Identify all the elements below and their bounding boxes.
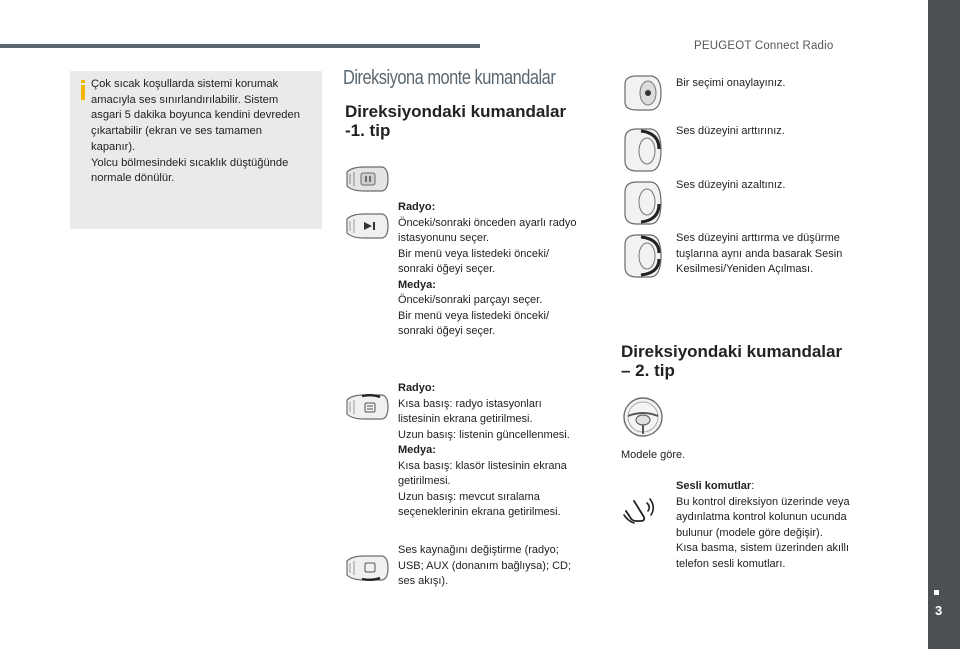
info-line: normale dönülür. xyxy=(91,172,175,185)
desc-line: USB; AUX (donanım bağlıysa); CD; xyxy=(398,559,572,572)
info-text xyxy=(91,77,316,187)
desc-line: Ses düzeyini arttırma ve düşürme xyxy=(676,232,840,244)
top-rule xyxy=(0,44,480,48)
desc-line: Önceki/sonraki önceden ayarlı radyo xyxy=(398,216,577,229)
media-label: Medya: xyxy=(398,278,436,291)
volume-up-text: Ses düzeyini arttırınız. xyxy=(676,125,785,137)
stalk-end-volume-up-icon xyxy=(621,127,663,173)
desc-line: Bu kontrol direksiyon üzerinde veya xyxy=(676,495,850,508)
info-line: kapanır). xyxy=(91,140,136,153)
desc-line: Uzun basış: mevcut sıralama xyxy=(398,490,540,503)
volume-down-text: Ses düzeyini azaltınız. xyxy=(676,179,786,191)
steering-wheel-icon xyxy=(622,396,664,438)
desc-line: bulunur (modele göre değişir). xyxy=(676,526,823,539)
media-label: Medya: xyxy=(398,444,436,456)
desc-line: Bir menü veya listedeki önceki/ xyxy=(398,309,550,322)
stalk-end-confirm-icon xyxy=(621,74,663,112)
type2-title-line: – 2. tip xyxy=(621,361,675,380)
desc-line: Kesilmesi/Yeniden Açılması. xyxy=(676,263,814,275)
voice-label: Sesli komutlar xyxy=(676,480,752,492)
desc-line: ses akışı). xyxy=(398,575,449,587)
desc-line: tuşlarına aynı anda basarak Sesin xyxy=(676,247,843,260)
voice-command-text xyxy=(676,479,876,572)
desc-line: Önceki/sonraki parçayı seçer. xyxy=(398,294,543,306)
desc-line: aydınlatma kontrol kolunun ucunda xyxy=(676,511,847,523)
radio-label: Radyo: xyxy=(398,382,436,394)
info-line: Yolcu bölmesindeki sıcaklık düştüğünde xyxy=(91,156,289,169)
page-marker xyxy=(934,590,939,595)
stalk-end-mute-icon xyxy=(621,233,663,279)
voice-colon: : xyxy=(751,480,755,492)
stalk-source-icon xyxy=(344,553,390,583)
info-icon xyxy=(80,80,86,100)
type2-title xyxy=(621,342,842,380)
section-title: Direksiyona monte kumandalar xyxy=(343,67,556,89)
page-sidebar xyxy=(928,0,960,649)
desc-line: sonraki öğeyi seçer. xyxy=(398,325,496,337)
voice-command-icon xyxy=(622,497,656,525)
desc-line: getirilmesi. xyxy=(398,475,451,487)
desc-line: telefon sesli komutları. xyxy=(676,557,786,570)
info-line: asgari 5 dakika boyunca kendini devreden xyxy=(91,109,300,122)
desc-line: Kısa basma, sistem üzerinden akıllı xyxy=(676,542,850,554)
desc-line: Kısa basış: klasör listesinin ekrana xyxy=(398,459,567,472)
type1-item3-text xyxy=(398,543,598,590)
desc-line: Kısa basış: radyo istasyonları xyxy=(398,397,542,410)
desc-line: seçeneklerinin ekrana getirilmesi. xyxy=(398,506,561,518)
radio-label: Radyo: xyxy=(398,201,436,213)
type2-title-line: Direksiyondaki kumandalar xyxy=(621,342,843,361)
steering-stalk-icon xyxy=(344,164,390,194)
info-line: çıkartabilir (ekran ve ses tamamen xyxy=(91,125,262,138)
type1-item1-text xyxy=(398,200,598,340)
desc-line: Ses kaynağını değiştirme (radyo; xyxy=(398,544,559,556)
stalk-list-icon xyxy=(344,392,390,422)
type1-title-line: -1. tip xyxy=(345,121,391,140)
page-number: 3 xyxy=(935,603,943,618)
desc-line: Uzun basış: listenin güncellenmesi. xyxy=(398,428,570,441)
stalk-end-volume-down-icon xyxy=(621,180,663,226)
type1-title xyxy=(345,102,566,140)
stalk-next-icon xyxy=(344,211,390,241)
desc-line: listesinin ekrana getirilmesi. xyxy=(398,413,533,425)
running-header: PEUGEOT Connect Radio xyxy=(694,40,834,52)
desc-line: istasyonunu seçer. xyxy=(398,232,490,244)
type1-item2-text xyxy=(398,381,598,521)
desc-line: Bir menü veya listedeki önceki/ xyxy=(398,247,550,260)
desc-line: sonraki öğeyi seçer. xyxy=(398,263,496,275)
mute-text xyxy=(676,231,876,278)
model-note: Modele göre. xyxy=(621,449,686,461)
info-line: amacıyla ses sınırlandırılabilir. Sistem xyxy=(91,93,279,106)
type1-title-line: Direksiyondaki kumandalar xyxy=(345,102,567,121)
info-line: Çok sıcak koşullarda sistemi korumak xyxy=(91,78,279,90)
confirm-text: Bir seçimi onaylayınız. xyxy=(676,77,786,89)
